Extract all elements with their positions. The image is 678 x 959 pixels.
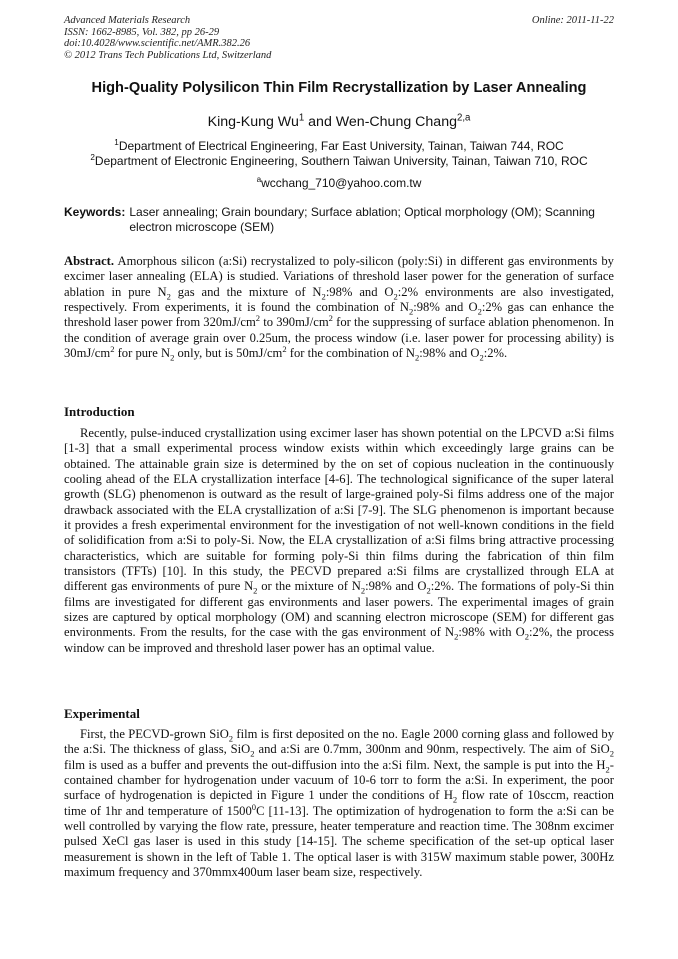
subscript: 2 — [605, 764, 610, 775]
keywords-text: Laser annealing; Grain boundary; Surface ablation; Optical morphology (OM); Scanning electron microscope (SEM) — [129, 205, 595, 234]
abstract-text: :98% and O — [325, 284, 394, 299]
exp-text: film is used as a buffer and prevents the out-diffusion into the a:Si film. Next, the sample is put into the H — [64, 757, 606, 772]
abstract-text: for the combination of N — [286, 346, 415, 361]
subscript: 2 — [253, 585, 258, 596]
exp-text: film is first deposited on the no. Eagle 2000 corning glass and followed by the a:Si. The thickness of glass, SiO — [64, 727, 614, 757]
affiliations — [0, 139, 678, 169]
abstract-text: gas and the mixture of N — [170, 284, 322, 299]
email-address: wcchang_710@yahoo.com.tw — [261, 176, 422, 190]
subscript: 2 — [452, 794, 458, 805]
superscript: 2 — [110, 343, 115, 354]
affiliation-2-text: Department of Electronic Engineering, Southern Taiwan University, Tainan, Taiwan 710, ROC — [94, 154, 588, 169]
abstract-text: Amorphous silicon (a:Si) recrystalized to poly-silicon (poly:Si) in different gas environments by excimer laser annealing (ELA) is studied. Variations of threshold laser power for the generation of surface ablation in pure N — [64, 254, 614, 299]
online-date: Online: 2011-11-22 — [531, 15, 614, 26]
keywords-label: Keywords: — [64, 205, 126, 219]
intro-text: Recently, pulse-induced crystallization using excimer laser has shown potential on the LPCVD a:Si films [1-3] that a small experimental process window exists within which exceedingly large grains can be obtained. The attainable grain size is determined by the on set of copious nucleation in the continuously cooling ahead of the ELA crystallization interface [4-6]. The technological significance of the super lateral growth (SLG) phenomenon is outward as the result of large-grained poly-Si films address one of the major drawback associated with the ELA crystallization of a:Si [7-9]. The SLG phenomenon is important because it provides a fresh experimental environment for the investigation of not well-known conditions in the field of solidification from a:Si to poly-Si. Now, the ELA crystallization of a:Si films bring attractive processing characteristics, which are suitable for forming poly-Si thin films during the fabrication of thin film transistors (TFTs) [10]. In this study, the PECVD prepared a:Si films are crystallized through ELA at different gas environments of pure N — [64, 426, 614, 594]
abstract-text: :98% and O — [413, 300, 478, 315]
subscript: 2 — [414, 352, 420, 363]
abstract-text: :2%. — [483, 346, 508, 361]
abstract-text: :98% and O — [419, 346, 480, 361]
abstract-text: for the suppressing of surface ablation phenomenon. In the condition of average grain over 0.25um, the process window (i.e. laser power for processing ability) is 30mJ/cm — [64, 315, 614, 361]
exp-text: C [11-13]. The optimization of hydrogenation to form the a:Si can be well controlled by varying the flow rate, pressure, heater temperature and reaction time. The 308nm excimer pulsed XeCl gas laser is used in this study [14-15]. The scheme specification of the set-up optical laser measurement is shown in the left of Table 1. The optical laser is with 315W maximum stable power, 300Hz maximum frequency and 370mmx400um laser beam size, respectively. — [64, 803, 614, 880]
author-2: Wen-Chung Chang — [335, 114, 457, 130]
exp-text: and a:Si are 0.7mm, 300nm and 90nm, respectively. The aim of SiO — [254, 742, 610, 757]
doi-line: doi:10.4028/www.scientific.net/AMR.382.26 — [64, 38, 251, 50]
abstract-label: Abstract. — [64, 254, 115, 268]
subscript: 2 — [454, 631, 459, 642]
abstract-text: to 390mJ/cm — [260, 315, 329, 330]
subscript: 2 — [393, 291, 398, 302]
affiliation-1-sup: 1 — [114, 138, 119, 147]
affiliation-1-text: Department of Electrical Engineering, Far East University, Tainan, Taiwan 744, ROC — [118, 139, 564, 153]
subscript: 2 — [609, 748, 614, 759]
experimental-paragraph — [64, 727, 614, 880]
affiliation-2 — [0, 154, 678, 169]
superscript: 0 — [251, 801, 257, 812]
author-line — [0, 114, 678, 130]
subscript: 2 — [408, 306, 414, 317]
intro-text: :2%, the process window can be improved and threshold laser power has an optimal value. — [64, 625, 614, 655]
author-1-sup: 1 — [298, 112, 305, 124]
email-line — [0, 176, 678, 190]
author-2-sup: 2,a — [456, 112, 471, 124]
abstract-text: :2% gas can enhance the threshold laser power from 320mJ/cm — [64, 300, 615, 330]
intro-text: :2%. The formations of poly-Si thin films are investigated for different gas environments and laser powers. The experimental images of grain sizes are captured by optical morphology (OM) and scanning electron microscope (SEM) for different gas environments. From the results, for the case with the gas environment of N — [64, 579, 615, 640]
superscript: 2 — [328, 313, 333, 324]
introduction-heading: Introduction — [64, 404, 135, 419]
intro-text: or the mixture of N — [257, 579, 361, 594]
superscript: 2 — [282, 343, 287, 354]
paper-title: High-Quality Polysilicon Thin Film Recrystallization by Laser Annealing — [91, 80, 587, 96]
abstract-text: :2% environments are also investigated, respectively. From experiments, it is found the combination of N — [64, 284, 614, 315]
journal-name: Advanced Materials Research — [64, 15, 191, 26]
subscript: 2 — [426, 585, 431, 596]
abstract-text: for pure N — [114, 346, 171, 361]
intro-text: :98% and O — [365, 579, 427, 594]
issn-line: ISSN: 1662-8985, Vol. 382, pp 26-29 — [64, 26, 220, 38]
subscript: 2 — [228, 733, 234, 744]
abstract-paragraph — [64, 254, 614, 361]
exp-text: flow rate of 10sccm, reaction time of 1hr and temperature of 1500 — [64, 788, 614, 818]
subscript: 2 — [477, 306, 482, 317]
superscript: 2 — [255, 313, 261, 324]
subscript: 2 — [321, 291, 326, 302]
experimental-heading: Experimental — [64, 706, 140, 721]
subscript: 2 — [360, 585, 366, 596]
subscript: 2 — [524, 631, 530, 642]
copyright-line: © 2012 Trans Tech Publications Ltd, Switzerland — [64, 49, 272, 61]
journal-header — [64, 15, 271, 61]
introduction-paragraph — [64, 426, 614, 656]
affiliation-2-sup: 2 — [90, 153, 95, 163]
email-sup: a — [256, 175, 262, 184]
abstract-text: only, but is 50mJ/cm — [174, 346, 283, 361]
author-and: and — [304, 114, 336, 130]
author-1: King-Kung Wu — [207, 114, 299, 130]
exp-text: First, the PECVD-grown SiO — [80, 727, 229, 741]
subscript: 2 — [170, 352, 175, 363]
intro-text: :98% with O — [458, 625, 525, 640]
exp-text: -contained chamber for hydrogenation under vacuum of 10-6 torr to form the a:Si. In experiment, the poor surface of hydrogenation is depicted in Figure 1 under the conditions of H — [64, 757, 614, 803]
affiliation-1 — [0, 139, 678, 154]
subscript: 2 — [166, 291, 171, 302]
subscript: 2 — [250, 748, 255, 759]
subscript: 2 — [479, 352, 484, 363]
keywords-block — [64, 205, 616, 234]
